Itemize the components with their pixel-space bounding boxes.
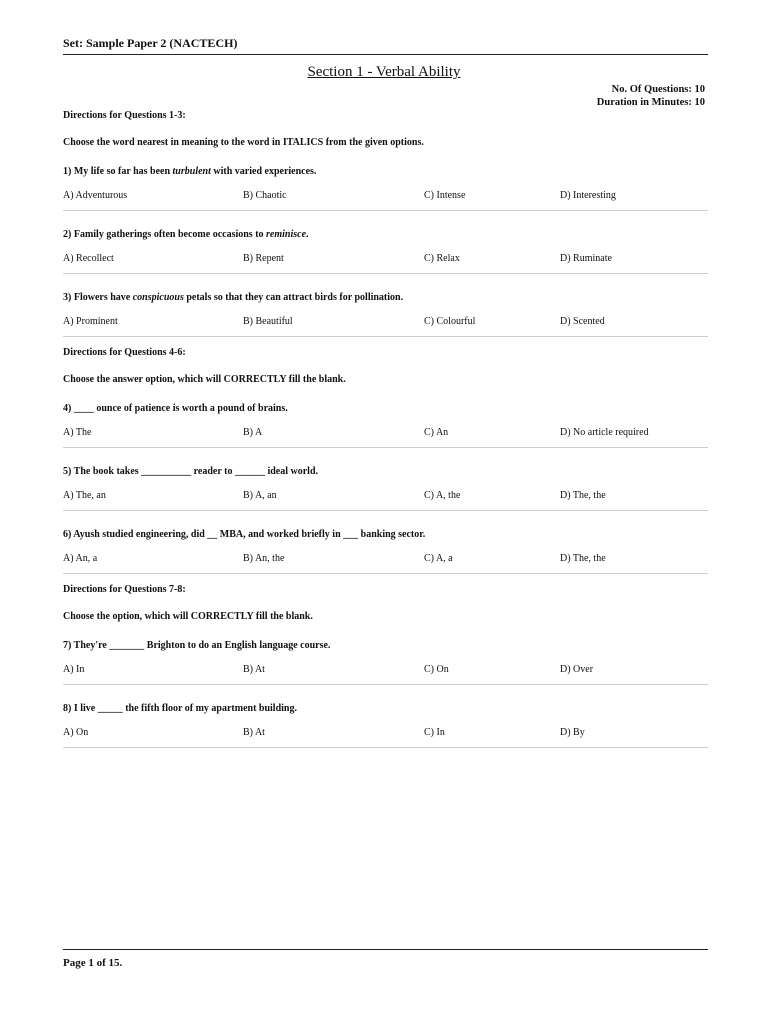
options (63, 427, 708, 438)
options (63, 664, 708, 675)
option-a[interactable]: A) The (63, 427, 92, 438)
option-d[interactable]: D) Ruminate (560, 253, 612, 264)
question-text: 8) I live _____ the fifth floor of my apartment building. (63, 703, 297, 714)
question-1 (63, 148, 708, 211)
page-footer: Page 1 of 15. (63, 949, 708, 969)
question-paper (63, 100, 708, 748)
option-b[interactable]: B) At (243, 727, 265, 738)
options (63, 490, 708, 501)
question-text: 7) They're _______ Brighton to do an English language course. (63, 640, 331, 651)
option-a[interactable]: A) The, an (63, 490, 106, 501)
option-a[interactable]: A) On (63, 727, 89, 738)
option-c[interactable]: C) Intense (424, 190, 466, 201)
section-title: Section 1 - Verbal Ability (307, 64, 461, 80)
option-c[interactable]: C) On (424, 664, 449, 675)
option-c[interactable]: C) A, a (424, 553, 453, 564)
question-8 (63, 685, 708, 748)
option-d[interactable]: D) Scented (560, 316, 605, 327)
option-c[interactable]: C) Relax (424, 253, 460, 264)
question-text: 6) Ayush studied engineering, did __ MBA, and worked briefly in ___ banking sector. (63, 529, 426, 540)
option-b[interactable]: B) A, an (243, 490, 277, 501)
italic-word: turbulent (172, 166, 211, 177)
directions-title: Directions for Questions 1-3: (63, 110, 186, 121)
option-c[interactable]: C) A, the (424, 490, 461, 501)
option-b[interactable]: B) At (243, 664, 265, 675)
options (63, 727, 708, 738)
option-c[interactable]: C) In (424, 727, 445, 738)
italic-word: conspicuous (132, 292, 184, 303)
option-a[interactable]: A) Recollect (63, 253, 114, 264)
options (63, 253, 708, 264)
option-d[interactable]: D) Over (560, 664, 594, 675)
option-b[interactable]: B) Beautiful (243, 316, 293, 327)
options (63, 190, 708, 201)
directions-text: Choose the answer option, which will CORRECTLY fill the blank. (63, 374, 346, 385)
directions-title: Directions for Questions 7-8: (63, 584, 186, 595)
question-4 (63, 385, 708, 448)
option-c[interactable]: C) Colourful (424, 316, 476, 327)
question-text: 5) The book takes __________ reader to ______ ideal world. (63, 466, 319, 477)
options (63, 316, 708, 327)
question-6 (63, 511, 708, 574)
italic-word: reminisce (266, 229, 307, 240)
directions-title: Directions for Questions 4-6: (63, 347, 186, 358)
option-a[interactable]: A) An, a (63, 553, 98, 564)
duration: Duration in Minutes: 10 (596, 97, 705, 108)
questions-count: No. Of Questions: 10 (611, 84, 705, 95)
option-b[interactable]: B) Repent (243, 253, 284, 264)
option-b[interactable]: B) A (243, 427, 263, 438)
directions-text: Choose the word nearest in meaning to the word in ITALICS from the given options. (63, 137, 424, 148)
option-c[interactable]: C) An (424, 427, 449, 438)
question-2 (63, 211, 708, 274)
question-text: 4) ____ ounce of patience is worth a pound of brains. (63, 403, 288, 414)
question-text: 2) Family gatherings often become occasions to reminisce. (63, 229, 309, 240)
option-a[interactable]: A) Prominent (63, 316, 118, 327)
question-7 (63, 622, 708, 685)
option-d[interactable]: D) By (560, 727, 585, 738)
question-5 (63, 448, 708, 511)
option-a[interactable]: A) In (63, 664, 85, 675)
question-text: 3) Flowers have conspicuous petals so that they can attract birds for pollination. (63, 292, 404, 303)
option-d[interactable]: D) The, the (560, 553, 606, 564)
page-header: Set: Sample Paper 2 (NACTECH) (63, 36, 708, 55)
directions-text: Choose the option, which will CORRECTLY fill the blank. (63, 611, 313, 622)
option-d[interactable]: D) The, the (560, 490, 606, 501)
options (63, 553, 708, 564)
option-b[interactable]: B) An, the (243, 553, 285, 564)
question-text: 1) My life so far has been turbulent with varied experiences. (63, 166, 317, 177)
option-b[interactable]: B) Chaotic (243, 190, 287, 201)
option-d[interactable]: D) Interesting (560, 190, 616, 201)
question-3 (63, 274, 708, 337)
option-a[interactable]: A) Adventurous (63, 190, 128, 201)
option-d[interactable]: D) No article required (560, 427, 649, 438)
